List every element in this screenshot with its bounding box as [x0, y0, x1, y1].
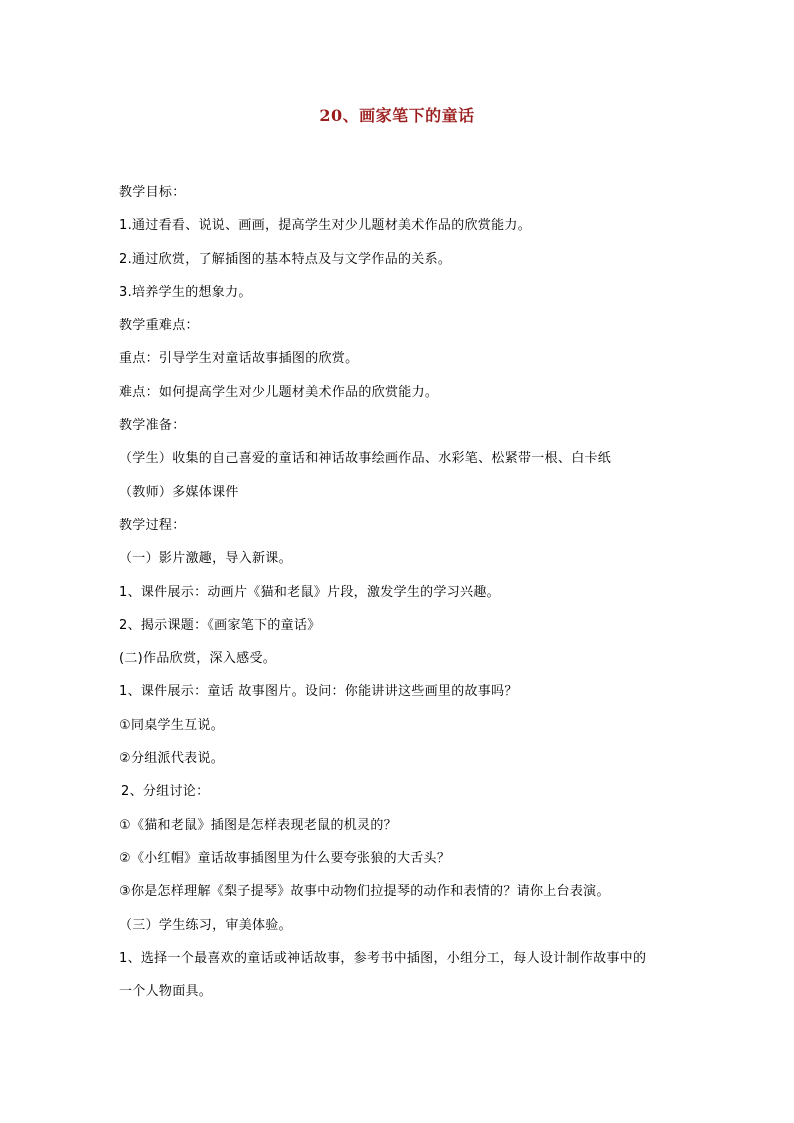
process-step-1-item-1: 1、课件展示：动画片《猫和老鼠》片段，激发学生的学习兴趣。: [119, 584, 500, 600]
process-step-2-item-2: 2、分组讨论：: [121, 784, 210, 800]
objective-item-2: 2.通过欣赏，了解插图的基本特点及与文学作品的关系。: [119, 251, 452, 267]
objective-item-1: 1.通过看看、说说、画画，提高学生对少儿题材美术作品的欣赏能力。: [119, 218, 532, 234]
preparation-teacher: （教师）多媒体课件: [119, 484, 239, 500]
discussion-question-1: ①《猫和老鼠》插图是怎样表现老鼠的机灵的？: [119, 817, 397, 833]
process-step-2-heading: (二)作品欣赏，深入感受。: [119, 651, 277, 667]
process-step-3-heading: （三）学生练习，审美体验。: [119, 917, 292, 933]
section-heading-process: 教学过程：: [119, 517, 186, 533]
page-title: 20、画家笔下的童话: [319, 106, 475, 125]
objective-item-3: 3.培养学生的想象力。: [119, 284, 252, 300]
key-point: 重点：引导学生对童话故事插图的欣赏。: [119, 351, 359, 367]
discussion-question-2: ②《小红帽》童话故事插图里为什么要夸张狼的大舌头？: [119, 850, 451, 866]
process-step-2-subitem-1: ①同桌学生互说。: [119, 717, 225, 733]
process-step-1-item-2: 2、揭示课题：《画家笔下的童话》: [119, 617, 321, 633]
discussion-question-3: ③你是怎样理解《梨子提琴》故事中动物们拉提琴的动作和表情的？请你上台表演。: [119, 884, 610, 900]
section-heading-objectives: 教学目标：: [119, 185, 186, 200]
section-heading-key-points: 教学重难点：: [119, 318, 199, 334]
process-step-3-item-1-cont: 一个人物面具。: [119, 984, 213, 1000]
process-step-3-item-1: 1、选择一个最喜欢的童话或神话故事，参考书中插图，小组分工，每人设计制作故事中的: [119, 950, 647, 966]
process-step-2-subitem-2: ②分组派代表说。: [119, 751, 225, 767]
document-body: [119, 176, 679, 1008]
process-step-2-item-1: 1、课件展示：童话 故事图片。设问：你能讲讲这些画里的故事吗？: [119, 684, 518, 700]
preparation-students: （学生）收集的自己喜爱的童话和神话故事绘画作品、水彩笔、松紧带一根、白卡纸: [119, 451, 612, 467]
section-heading-preparation: 教学准备：: [119, 418, 186, 434]
process-step-1-heading: （一）影片激趣，导入新课。: [119, 551, 292, 567]
difficult-point: 难点：如何提高学生对少儿题材美术作品的欣赏能力。: [119, 384, 439, 400]
